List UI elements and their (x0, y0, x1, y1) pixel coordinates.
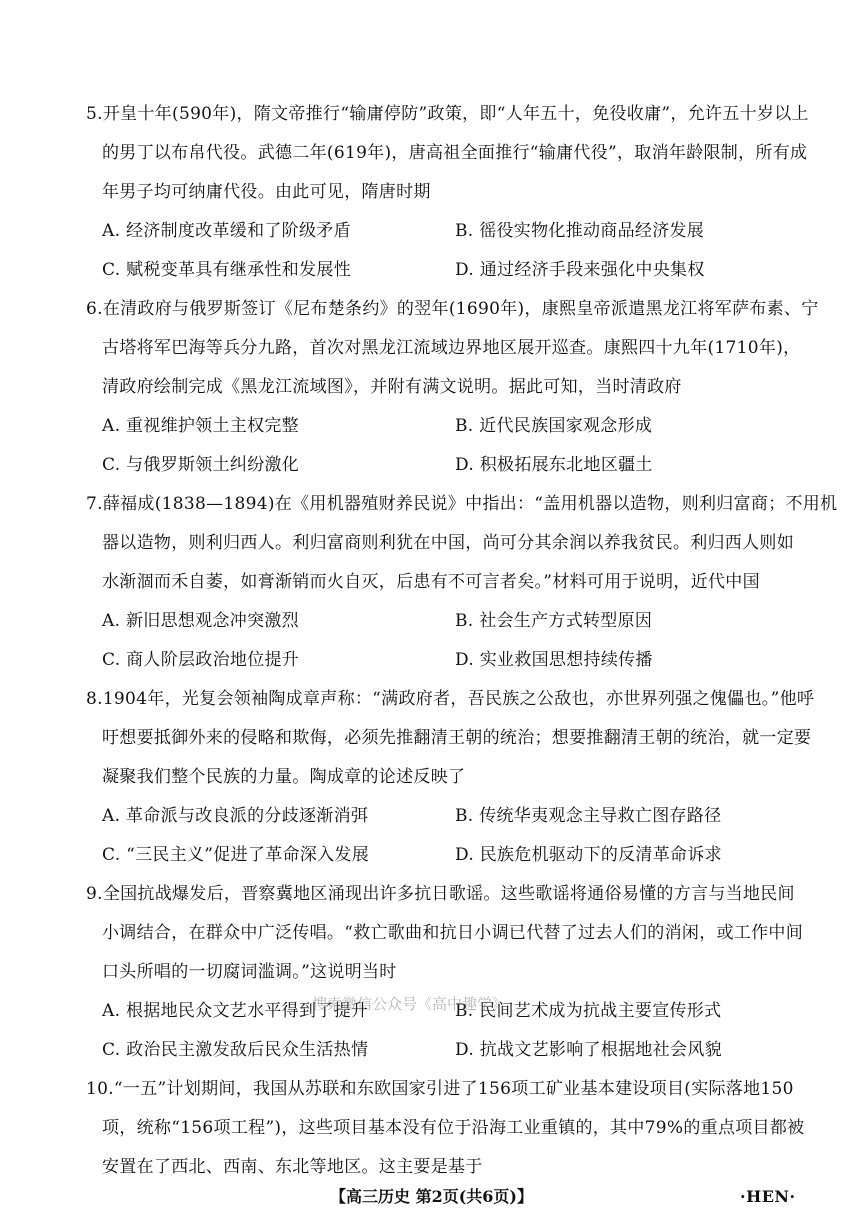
question-6 (86, 290, 819, 485)
option-b: B. 近代民族国家观念形成 (455, 416, 653, 436)
option-a: A. 经济制度改革缓和了阶级矛盾 (102, 221, 351, 241)
option-d: D. 通过经济手段来强化中央集权 (455, 260, 705, 280)
option-b: B. 社会生产方式转型原因 (455, 611, 653, 631)
options (86, 407, 796, 485)
option-b: B. 传统华夷观念主导救亡图存路径 (455, 806, 722, 826)
watermark: 搜索微信公众号《高中趣学》 (312, 995, 508, 1013)
option-c: C. 政治民主激发敌后民众生活热情 (102, 1040, 369, 1060)
question-stem-line: 吁想要抵御外来的侵略和欺侮，必须先推翻清王朝的统治；想要推翻清王朝的统治，就一定要 (102, 728, 812, 748)
question-stem-line: 8.1904年，光复会领袖陶成章声称：“满政府者，吾民族之公敌也，亦世界列强之傀儡也。”他呼 (86, 689, 815, 709)
option-d: D. 抗战文艺影响了根据地社会风貌 (455, 1040, 722, 1060)
option-a: A. 革命派与改良派的分歧逐渐消弭 (102, 806, 369, 826)
option-d: D. 积极拓展东北地区疆土 (455, 455, 653, 475)
question-stem-line: 器以造物，则利归西人。利归富商则利犹在中国，尚可分其余润以养我贫民。利归西人则如 (102, 533, 794, 553)
question-stem-line: 古塔将军巴海等兵分九路，首次对黑龙江流域边界地区展开巡查。康熙四十九年(1710年)， (102, 338, 801, 358)
options (86, 602, 796, 680)
option-c: C. 赋税变革具有继承性和发展性 (102, 260, 352, 280)
options (86, 212, 796, 290)
question-stem-line: 的男丁以布帛代役。武德二年(619年)，唐高祖全面推行“输庸代役”，取消年龄限制，所有成 (102, 143, 808, 163)
option-c: C. 商人阶层政治地位提升 (102, 650, 300, 670)
question-stem-line: 凝聚我们整个民族的力量。陶成章的论述反映了 (102, 767, 466, 787)
question-stem-line: 6.在清政府与俄罗斯签订《尼布楚条约》的翌年(1690年)，康熙皇帝派遣黑龙江将军萨布素、宁 (86, 299, 819, 319)
page-footer (0, 1182, 868, 1212)
question-stem-line: 口头所唱的一切腐词滥调。”这说明当时 (102, 962, 397, 982)
question-stem-line: 7.薛福成(1838—1894)在《用机器殖财养民说》中指出：“盖用机器以造物，则利归富商；不用机 (86, 494, 838, 514)
exam-code: ·HEN· (740, 1187, 796, 1206)
question-stem-line: 9.全国抗战爆发后，晋察冀地区涌现出许多抗日歌谣。这些歌谣将通俗易懂的方言与当地民间 (86, 884, 795, 904)
question-stem-line: 水渐涸而禾自萎，如膏渐销而火自灭，后患有不可言者矣。”材料可用于说明，近代中国 (102, 572, 760, 592)
question-stem-line: 安置在了西北、西南、东北等地区。这主要是基于 (102, 1157, 483, 1177)
question-10 (86, 1070, 805, 1187)
option-d: D. 民族危机驱动下的反清革命诉求 (455, 845, 722, 865)
question-5 (86, 95, 809, 290)
question-stem-line: 项，统称“156项工程”)，这些项目基本没有位于沿海工业重镇的，其中79%的重点项目都被 (102, 1118, 805, 1138)
option-d: D. 实业救国思想持续传播 (455, 650, 653, 670)
question-stem-line: 小调结合，在群众中广泛传唱。“救亡歌曲和抗日小调已代替了过去人们的消闲，或工作中间 (102, 923, 803, 943)
question-stem-line: 清政府绘制完成《黑龙江流域图》，并附有满文说明。据此可知，当时清政府 (102, 377, 682, 397)
option-a: A. 根据地民众文艺水平得到了提升 (102, 1001, 369, 1021)
option-a: A. 新旧思想观念冲突激烈 (102, 611, 299, 631)
option-a: A. 重视维护领土主权完整 (102, 416, 299, 436)
question-8 (86, 680, 815, 875)
options (86, 797, 796, 875)
option-c: C. “三民主义”促进了革命深入发展 (102, 845, 369, 865)
option-c: C. 与俄罗斯领土纠纷激化 (102, 455, 300, 475)
question-7 (86, 485, 838, 680)
question-stem-line: 年男子均可纳庸代役。由此可见，隋唐时期 (102, 182, 431, 202)
page-number: 【高三历史 第2页(共6页)】 (330, 1187, 533, 1206)
option-b: B. 徭役实物化推动商品经济发展 (455, 221, 705, 241)
question-stem-line: 10.“一五”计划期间，我国从苏联和东欧国家引进了156项工矿业基本建设项目(实际落地150 (86, 1079, 794, 1099)
option-b: B. 民间艺术成为抗战主要宣传形式 (455, 1001, 722, 1021)
question-stem-line: 5.开皇十年(590年)，隋文帝推行“输庸停防”政策，即“人年五十，免役收庸”，允许五十岁以上 (86, 104, 809, 124)
question-9 (86, 875, 803, 1070)
